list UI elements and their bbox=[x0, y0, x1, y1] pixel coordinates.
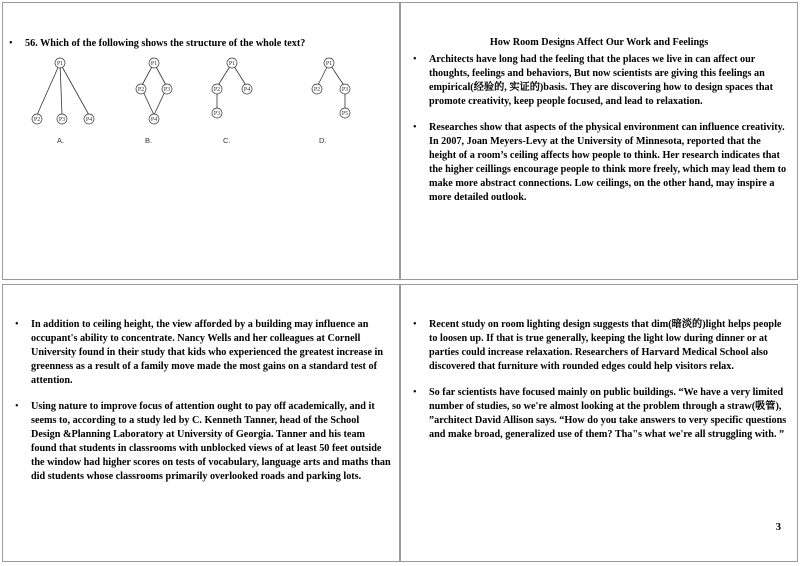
node-d-p3 bbox=[340, 84, 350, 94]
node-c-p1 bbox=[227, 58, 237, 68]
svg-text:P1: P1 bbox=[228, 61, 236, 67]
option-a-label: A. bbox=[57, 136, 65, 145]
paragraph-1: • Architects have long had the feeling that the places we live in can affect our thoughts, feelings and behaviors, But now scientists are giving this feelings an empirical(经验的, 实证的)basis. They are discovering how to design spaces that promote creativity, keep people focused, and lead to relaxation. bbox=[407, 53, 789, 109]
svg-text:P3: P3 bbox=[163, 87, 171, 93]
slide-panel-views bbox=[2, 284, 400, 562]
svg-text:P2: P2 bbox=[33, 117, 41, 123]
node-a-p1 bbox=[55, 58, 65, 68]
svg-text:P3: P3 bbox=[341, 87, 349, 93]
slide-panel-lighting bbox=[400, 284, 798, 562]
svg-text:P4: P4 bbox=[150, 117, 158, 123]
option-b-label: B. bbox=[145, 136, 153, 145]
node-b-p2 bbox=[136, 84, 146, 94]
svg-text:P1: P1 bbox=[325, 61, 333, 67]
svg-text:P2: P2 bbox=[313, 87, 321, 93]
slide-panel-article-intro bbox=[400, 2, 798, 280]
option-d-label: D. bbox=[319, 136, 327, 145]
article-title: How Room Designs Affect Our Work and Feelings bbox=[489, 37, 709, 48]
structure-diagrams bbox=[27, 57, 367, 149]
option-c-label: C. bbox=[223, 136, 231, 145]
paragraph-6: • So far scientists have focused mainly on public buildings. “We have a very limited number of studies, so we're almost looking at the problem through a straw(吸管), ”architect David Allison says. “How do you take answers to very specific questions and make broad, generalized use of them? Tha"s what we're all struggling with. ” bbox=[407, 386, 789, 442]
node-a-p2 bbox=[32, 114, 42, 124]
node-c-p2 bbox=[212, 84, 222, 94]
node-c-p3 bbox=[212, 108, 222, 118]
paragraph-5: • Recent study on room lighting design suggests that dim(暗淡的)light helps people to loosen up. If that is true generally, keeping the light low during dinner or at parties could increase relaxation. Researchers of Harvard Medical School also discovered that furniture with rounded edges could help visitors relax. bbox=[407, 318, 789, 374]
svg-text:P2: P2 bbox=[213, 87, 221, 93]
svg-text:P1: P1 bbox=[150, 61, 158, 67]
svg-text:P4: P4 bbox=[85, 117, 93, 123]
node-d-p5 bbox=[340, 108, 350, 118]
node-b-p1 bbox=[149, 58, 159, 68]
question-block bbox=[9, 37, 393, 51]
svg-text:P3: P3 bbox=[213, 111, 221, 117]
slide-panel-question bbox=[2, 2, 400, 280]
node-a-p4 bbox=[84, 114, 94, 124]
article-paragraph-list bbox=[407, 53, 789, 205]
node-d-p2 bbox=[312, 84, 322, 94]
page-number: 3 bbox=[775, 522, 781, 533]
node-a-p3 bbox=[57, 114, 67, 124]
svg-text:P3: P3 bbox=[58, 117, 66, 123]
svg-text:P5: P5 bbox=[341, 111, 349, 117]
node-c-p4 bbox=[242, 84, 252, 94]
node-d-p1 bbox=[324, 58, 334, 68]
node-b-p3 bbox=[162, 84, 172, 94]
paragraph-3: • In addition to ceiling height, the view afforded by a building may influence an occupant's ability to concentrate. Nancy Wells and her colleagues at Cornell University found in their study that kids who experienced the greatest increase in greenness as a result of a family move made the most gains on a standard test of attention. bbox=[9, 318, 391, 388]
views-paragraph-list bbox=[9, 318, 391, 484]
svg-text:P1: P1 bbox=[56, 61, 64, 67]
node-b-p4 bbox=[149, 114, 159, 124]
lighting-paragraph-list bbox=[407, 318, 789, 442]
svg-text:P2: P2 bbox=[137, 87, 145, 93]
paragraph-4: • Using nature to improve focus of attention ought to pay off academically, and it seems to, according to a study led by C. Kenneth Tanner, head of the School Design &Planning Laboratory at University of Georgia. Tanner and his team found that students in classrooms with unblocked views of at least 50 feet outside the window had higher scores on tests of vocabulary, language arts and maths than did students whose classrooms primarily overlooked roads and parking lots. bbox=[9, 400, 391, 484]
question-text: • 56. Which of the following shows the structure of the whole text? bbox=[9, 37, 393, 51]
paragraph-2: • Researches show that aspects of the physical environment can influence creativity. In 2007, Joan Meyers-Levy at the University of Minnesota, reported that the height of a room’s ceiling affects how people to think. Her research indicates that the higher ceillings encourage people to think more freely, which may lead them to make more abstract connections. Low ceilings, on the other hand, may inspire a more detailed outlook. bbox=[407, 121, 789, 205]
svg-text:P4: P4 bbox=[243, 87, 251, 93]
